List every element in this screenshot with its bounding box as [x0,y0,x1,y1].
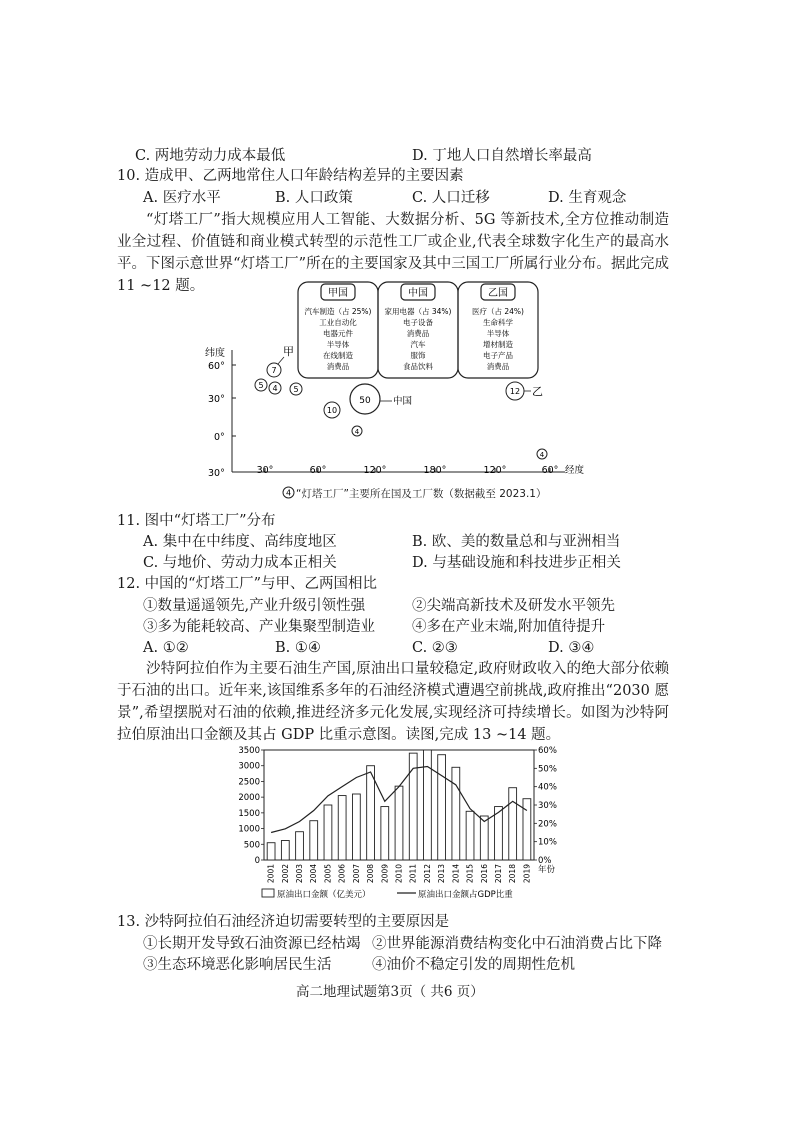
box-yi-item: 增材制造 [483,340,513,349]
bar-export-value [509,788,517,860]
box-china-item: 家用电器（占 34%) [384,307,452,316]
bar-export-value [523,799,531,860]
box-jia-item: 电器元件 [323,329,353,338]
q13-statement-4: ④油价不稳定引发的周期性危机 [372,957,575,973]
x-tick-label: 2010 [394,864,404,884]
bubble [255,379,267,391]
bubble [290,383,302,395]
x-tick-label: 2015 [465,864,475,884]
bubble-count: 4 [539,451,545,459]
box-jia-item: 消费品 [326,362,350,371]
bubble [537,449,547,459]
q12-statement-3: ③多为能耗较高、产业集聚型制造业 [143,619,375,635]
bubble-count: 4 [272,384,278,393]
bubble-china [350,384,412,414]
q13-statement-3: ③生态环境恶化影响居民生活 [143,957,332,973]
bubble-jia-count: 7 [271,366,277,375]
q12-statement-2: ②尖端高新技术及研发水平领先 [412,598,615,614]
map-x-tick-label: 60° [309,465,327,476]
map-y-tick-label: 30° [208,468,225,479]
x-tick-label: 2001 [266,864,276,884]
bar-export-value [381,807,389,860]
caption-count-circle-icon-number: 4 [285,488,292,498]
x-tick-label: 2017 [493,864,503,884]
bar-export-value [338,796,346,860]
y-left-tick-label: 1500 [238,808,260,819]
map-x-ticks [257,464,585,476]
bubble [352,426,362,436]
box-jia-item: 在线制造 [323,351,353,360]
map-x-tick-label: 60° [541,465,559,476]
y-right-tick-label: 60% [538,746,557,756]
y-right-tick-label: 0% [538,856,552,866]
map-x-tick-label: 30° [256,465,274,476]
q11-stem: 11. 图中“灯塔工厂”分布 [117,513,276,529]
y-right-tick-label: 40% [538,782,557,793]
map-y-tick-label: 30° [208,394,225,405]
q13-statement-1: ①长期开发导致石油资源已经枯竭 [143,936,361,952]
x-tick-label: 2005 [323,864,333,884]
bubble-yi-label: 乙 [532,385,543,398]
lighthouse-factory-map [205,280,595,485]
q10-option-a: A. 医疗水平 [143,190,221,206]
x-tick-label: 2009 [380,864,390,884]
y-right-tick-label: 30% [538,801,557,811]
box-china-item: 消费品 [406,329,430,338]
x-tick-label: 2018 [508,864,518,884]
q12-stem: 12. 中国的“灯塔工厂”与甲、乙两国相比 [117,576,377,592]
y-left-tick-label: 1000 [238,824,260,835]
x-tick-label: 2003 [295,864,305,884]
map-y-tick-label: 60° [208,361,225,372]
bubble-yi [506,382,543,400]
y-left-tick-label: 3000 [238,761,260,772]
q11-option-d: D. 与基础设施和科技进步正相关 [412,555,621,571]
bar-export-value [367,766,375,860]
x-tick-label: 2014 [451,864,461,884]
x-tick-label: 2019 [522,864,532,884]
q13-stem: 13. 沙特阿拉伯石油经济迫切需要转型的主要原因是 [117,914,450,930]
bar-export-value [438,755,446,860]
q11-option-a: A. 集中在中纬度、高纬度地区 [143,534,337,550]
box-china-item: 电子设备 [403,318,433,327]
q11-option-c: C. 与地价、劳动力成本正相关 [143,555,337,571]
bar-export-value [352,794,360,860]
q12-option-a: A. ①② [143,640,189,656]
chart-legend [262,889,513,900]
bubble [324,402,340,418]
x-tick-label: 2013 [437,864,447,884]
bar-export-value [452,767,460,860]
page-footer: 高二地理试题第3页（ 共6 页） [296,984,484,1000]
box-jia-item: 半导体 [326,340,350,349]
bubble-yi-count: 12 [509,387,521,396]
map-y-tick-label: 0° [214,432,225,443]
box-yi-item: 医疗（占 24%) [472,307,524,316]
map-x-tick-label: 120° [363,465,387,476]
q12-option-b: B. ①④ [275,640,321,656]
bubble-count: 5 [258,381,264,390]
bar-export-value [281,841,289,860]
box-yi-item: 生命科学 [483,318,513,327]
q12-option-d: D. ③④ [548,640,595,656]
box-yi-item: 消费品 [486,362,510,371]
box-china [378,282,458,378]
passage-saudi-arabia: 沙特阿拉伯作为主要石油生产国,原油出口量较稳定,政府财政收入的绝大部分依赖于石油的出口。近年来,该国维系多年的石油经济模式遭遇空前挑战,政府推出“2030 愿景”,希望摆脱对石油的依赖,推进经济多元化发展,实现经济可持续增长。如图为沙特阿拉伯原油出口金额及其占 GDP 比重示意图。读图,完成 13 ~14 题。 [117,661,669,743]
box-jia-item: 汽车制造（占 25%) [304,307,372,316]
q9-option-d: D. 丁地人口自然增长率最高 [412,148,592,164]
passage-lighthouse-factory: “灯塔工厂”指大规模应用人工智能、大数据分析、5G 等新技术,全方位推动制造业全过程、价值链和商业模式转型的示范性工厂或企业,代表全球数字化生产的最高水平。下图示意世界“灯塔工厂”所在的主要国家及其中三国工厂所属行业分布。据此完成 11 ~12 题。 [117,212,669,294]
x-tick-label: 2008 [366,864,376,884]
bar-export-value [395,786,403,860]
box-china-title: 中国 [408,288,428,299]
q11-option-b: B. 欧、美的数量总和与亚洲相当 [412,534,621,550]
q12-statement-1: ①数量遥遥领先,产业升级引领性强 [143,598,366,614]
q9-option-c: C. 两地劳动力成本最低 [135,148,286,164]
box-yi [458,282,538,378]
bar-export-value [324,805,332,860]
bubble-china-count: 50 [359,396,371,406]
legend-bar-label: 原油出口金额（亿美元） [277,890,371,900]
y-left-tick-label: 2500 [238,777,260,788]
x-tick-label: 2004 [309,864,319,884]
map-x-tick-label: 120° [483,465,507,476]
bubble-jia [267,345,294,377]
box-yi-title: 乙国 [488,288,508,299]
q12-option-c: C. ②③ [412,640,458,656]
bubble [269,382,281,394]
y-left-tick-label: 2000 [238,793,260,804]
q10-stem: 10. 造成甲、乙两地常住人口年龄结构差异的主要因素 [117,168,464,184]
box-jia [298,282,378,378]
y-left-tick-label: 500 [243,840,260,851]
bar-export-value [310,821,318,860]
box-china-item: 服饰 [410,351,426,360]
bubble-count: 10 [326,406,338,415]
bar-export-value [480,816,488,860]
box-jia-title: 甲国 [328,288,348,299]
legend-bar-swatch [262,889,274,897]
x-axis-title: 年份 [538,865,556,875]
box-yi-item: 半导体 [486,329,510,338]
x-tick-label: 2011 [408,864,418,884]
legend-line-label: 原油出口金额占GDP比重 [418,890,513,900]
bar-export-value [267,843,275,860]
y-right-tick-label: 20% [538,819,557,830]
q10-option-d: D. 生育观念 [548,190,627,206]
map-y-axis-title: 纬度 [205,348,225,359]
y-right-tick-label: 10% [538,837,557,848]
y-left-tick-label: 3500 [238,746,260,756]
x-tick-label: 2002 [280,864,290,884]
saudi-oil-export-chart [232,742,592,912]
q13-statement-2: ②世界能源消费结构变化中石油消费占比下降 [372,936,662,952]
bar-export-value [466,811,474,860]
x-tick-label: 2012 [422,864,432,884]
q12-statement-4: ④多在产业末端,附加值待提升 [412,619,606,635]
q10-option-c: C. 人口迁移 [412,190,490,206]
box-china-item: 食品饮料 [403,362,433,371]
x-tick-label: 2007 [351,864,361,884]
bubble-count: 5 [293,385,299,394]
bubble-jia-label: 甲 [283,345,294,358]
bubble-count: 4 [354,428,360,436]
box-jia-item: 工业自动化 [319,318,357,327]
y-left-tick-label: 0 [254,856,260,866]
caption-count-circle-icon [282,486,295,499]
q10-option-b: B. 人口政策 [275,190,353,206]
box-yi-item: 电子产品 [483,351,513,360]
map-x-axis-title: 经度 [565,465,585,476]
x-tick-label: 2016 [479,864,489,884]
bubble-china-label: 中国 [393,396,413,407]
y-right-tick-label: 50% [538,764,557,775]
x-tick-label: 2006 [337,864,347,884]
map-caption: “灯塔工厂”主要所在国及工厂数（数据截至 2023.1） [296,488,547,500]
bar-export-value [296,832,304,860]
map-x-tick-label: 180° [423,465,447,476]
box-china-item: 汽车 [410,340,426,349]
